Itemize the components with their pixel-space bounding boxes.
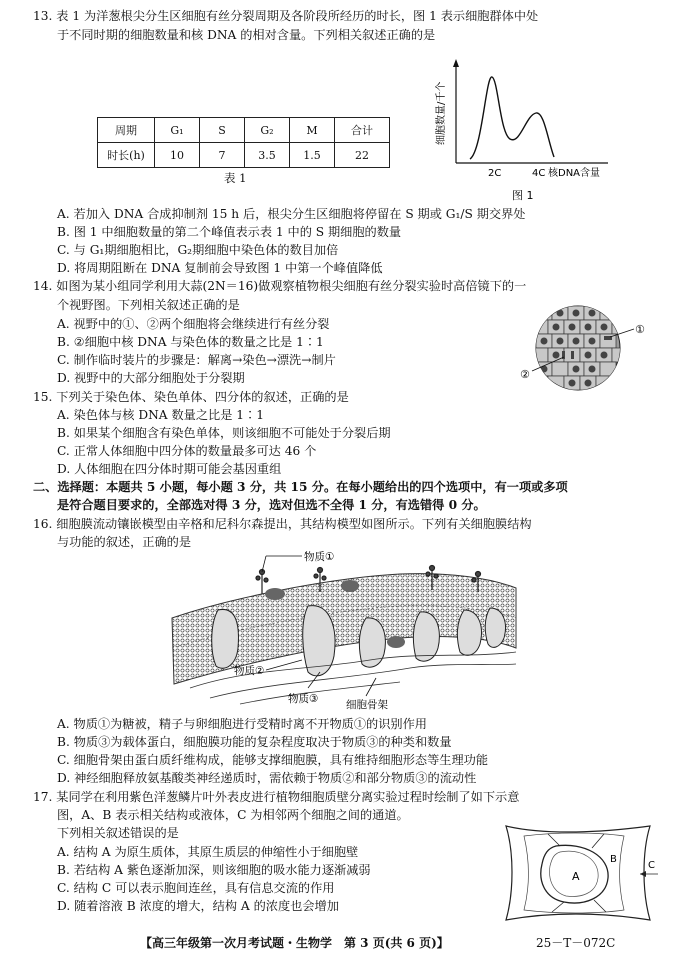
q13-option-c: C. 与 G₁期细胞相比，G₂期细胞中染色体的数目加倍 bbox=[57, 243, 339, 257]
table-header-cell: 周期 bbox=[98, 118, 155, 143]
distribution-curve bbox=[470, 77, 554, 159]
q17-stem-line2: 图，A、B 表示相关结构或液体，C 为相邻两个细胞之间的通道。 bbox=[57, 808, 409, 822]
q17-option-a: A. 结构 A 为原生质体，其原生质层的伸缩性小于细胞壁 bbox=[57, 845, 359, 859]
label-substance-1: 物质① bbox=[304, 551, 335, 563]
table-row-label: 时长(h) bbox=[98, 143, 155, 168]
strand-4 bbox=[594, 900, 606, 912]
q15-option-d: D. 人体细胞在四分体时期可能会基因重组 bbox=[57, 462, 282, 476]
q17-stem-line1: 17. 某同学在利用紫色洋葱鳞片叶外表皮进行植物细胞质壁分离实验过程时绘制了如下示意 bbox=[33, 790, 520, 804]
q16-option-c: C. 细胞骨架由蛋白质纤维构成，能够支撑细胞膜，具有维持细胞形态等生理功能 bbox=[57, 753, 489, 767]
figure-caption: 图 1 bbox=[512, 189, 534, 202]
label-c: C bbox=[648, 860, 655, 871]
q15-option-a: A. 染色体与核 DNA 数量之比是 1∶1 bbox=[57, 408, 264, 422]
skeleton-leader bbox=[366, 678, 376, 696]
q17-plasmolysis-figure bbox=[500, 822, 660, 924]
section2-heading-line1: 二、选择题：本题共 5 小题，每小题 3 分，共 15 分。在每小题给出的四个选项中，有一项或多项 bbox=[33, 480, 568, 494]
tick-label-2c: 2C bbox=[488, 168, 502, 179]
q14-option-b: B. ②细胞中核 DNA 与染色体的数量之比是 1∶1 bbox=[57, 335, 324, 349]
table-cell: 1.5 bbox=[290, 143, 335, 168]
label-cytoskeleton: 细胞骨架 bbox=[346, 699, 388, 710]
strand-2 bbox=[592, 834, 604, 848]
table-cell: 10 bbox=[155, 143, 200, 168]
q14-stem-line2: 个视野图。下列相关叙述正确的是 bbox=[57, 298, 240, 312]
q16-option-a: A. 物质①为糖被，精子与卵细胞进行受精时离不开物质①的识别作用 bbox=[57, 717, 427, 731]
q14-option-c: C. 制作临时装片的步骤是：解离→染色→漂洗→制片 bbox=[57, 353, 336, 367]
q16-stem-line2: 与功能的叙述，正确的是 bbox=[57, 535, 192, 549]
q17-stem-line3: 下列相关叙述错误的是 bbox=[57, 826, 179, 840]
table-cell: 7 bbox=[200, 143, 245, 168]
x-axis-label: 核DNA含量 bbox=[548, 168, 601, 179]
q13-option-b: B. 图 1 中细胞数量的第二个峰值表示表 1 中的 S 期细胞的数量 bbox=[57, 225, 402, 239]
strand-1 bbox=[548, 834, 560, 846]
dividing-cell-2-right bbox=[571, 351, 574, 359]
q17-option-d: D. 随着溶液 B 浓度的增大，结构 A 的浓度也会增加 bbox=[57, 899, 339, 913]
y-axis-arrow bbox=[453, 59, 459, 67]
q13-table-caption: 表 1 bbox=[224, 171, 247, 185]
table-header-cell: G₂ bbox=[245, 118, 290, 143]
table-cell: 22 bbox=[335, 143, 390, 168]
q14-stem-line1: 14. 如图为某小组同学利用大蒜(2N＝16)做观察植物根尖细胞有丝分裂实验时高倍镜下的一 bbox=[33, 279, 527, 293]
section2-heading-line2: 是符合题目要求的，全部选对得 3 分，选对但选不全得 1 分，有选错得 0 分。 bbox=[57, 498, 486, 512]
sub1-leader-down bbox=[262, 556, 266, 572]
q13-stem-line2: 于不同时期的细胞数量和核 DNA 的相对含量。下列相关叙述正确的是 bbox=[57, 28, 436, 42]
table-header-cell: S bbox=[200, 118, 245, 143]
q13-stem-line1: 13. 表 1 为洋葱根尖分生区细胞有丝分裂周期及各阶段所经历的时长，图 1 表示细胞群体中处 bbox=[33, 9, 539, 23]
label-b: B bbox=[610, 854, 617, 865]
table-header-row bbox=[98, 118, 390, 143]
table-cell: 3.5 bbox=[245, 143, 290, 168]
strand-3 bbox=[552, 902, 564, 912]
table-header-cell: M bbox=[290, 118, 335, 143]
cell-grid bbox=[532, 306, 628, 390]
table-header-cell: G₁ bbox=[155, 118, 200, 143]
q17-option-c: C. 结构 C 可以表示胞间连丝，具有信息交流的作用 bbox=[57, 881, 335, 895]
q13-option-a: A. 若加入 DNA 合成抑制剂 15 h 后，根尖分生区细胞将停留在 S 期或 G₁/S 期交界处 bbox=[57, 207, 526, 221]
q13-figure bbox=[430, 55, 610, 205]
q14-microscope-figure bbox=[518, 303, 658, 393]
q15-stem: 15. 下列关于染色体、染色单体、四分体的叙述，正确的是 bbox=[33, 390, 349, 404]
label-a: A bbox=[572, 870, 580, 883]
q16-membrane-figure bbox=[170, 548, 520, 710]
footer-title: 【高三年级第一次月考试题・生物学 第 3 页(共 6 页)】 bbox=[140, 936, 449, 950]
label-substance-2: 物质② bbox=[234, 665, 265, 677]
q15-option-c: C. 正常人体细胞中四分体的数量最多可达 46 个 bbox=[57, 444, 317, 458]
q16-stem-line1: 16. 细胞膜流动镶嵌模型由辛格和尼科尔森提出，其结构模型如图所示。下列有关细胞膜结构 bbox=[33, 517, 532, 531]
q16-option-b: B. 物质③为载体蛋白，细胞膜功能的复杂程度取决于物质③的种类和数量 bbox=[57, 735, 452, 749]
cell-label-1: ① bbox=[635, 323, 645, 336]
channel-c-arrow bbox=[640, 871, 646, 877]
q17-option-b: B. 若结构 A 紫色逐渐加深，则该细胞的吸水能力逐渐减弱 bbox=[57, 863, 371, 877]
footer-code: 25－T－072C bbox=[536, 936, 616, 950]
label-substance-3: 物质③ bbox=[288, 693, 319, 705]
q14-option-a: A. 视野中的①、②两个细胞将会继续进行有丝分裂 bbox=[57, 317, 330, 331]
q13-table bbox=[97, 117, 390, 168]
table-row bbox=[98, 143, 390, 168]
q16-option-d: D. 神经细胞释放氨基酸类神经递质时，需依赖于物质②和部分物质③的流动性 bbox=[57, 771, 477, 785]
y-axis-label: 细胞数量/千个 bbox=[436, 81, 447, 145]
q14-option-d: D. 视野中的大部分细胞处于分裂期 bbox=[57, 371, 245, 385]
table-header-cell: 合计 bbox=[335, 118, 390, 143]
cell-label-2: ② bbox=[520, 368, 530, 381]
q15-option-b: B. 如果某个细胞含有染色单体，则该细胞不可能处于分裂后期 bbox=[57, 426, 391, 440]
tick-label-4c: 4C bbox=[532, 168, 546, 179]
q13-option-d: D. 将周期阻断在 DNA 复制前会导致图 1 中第一个峰值降低 bbox=[57, 261, 383, 275]
